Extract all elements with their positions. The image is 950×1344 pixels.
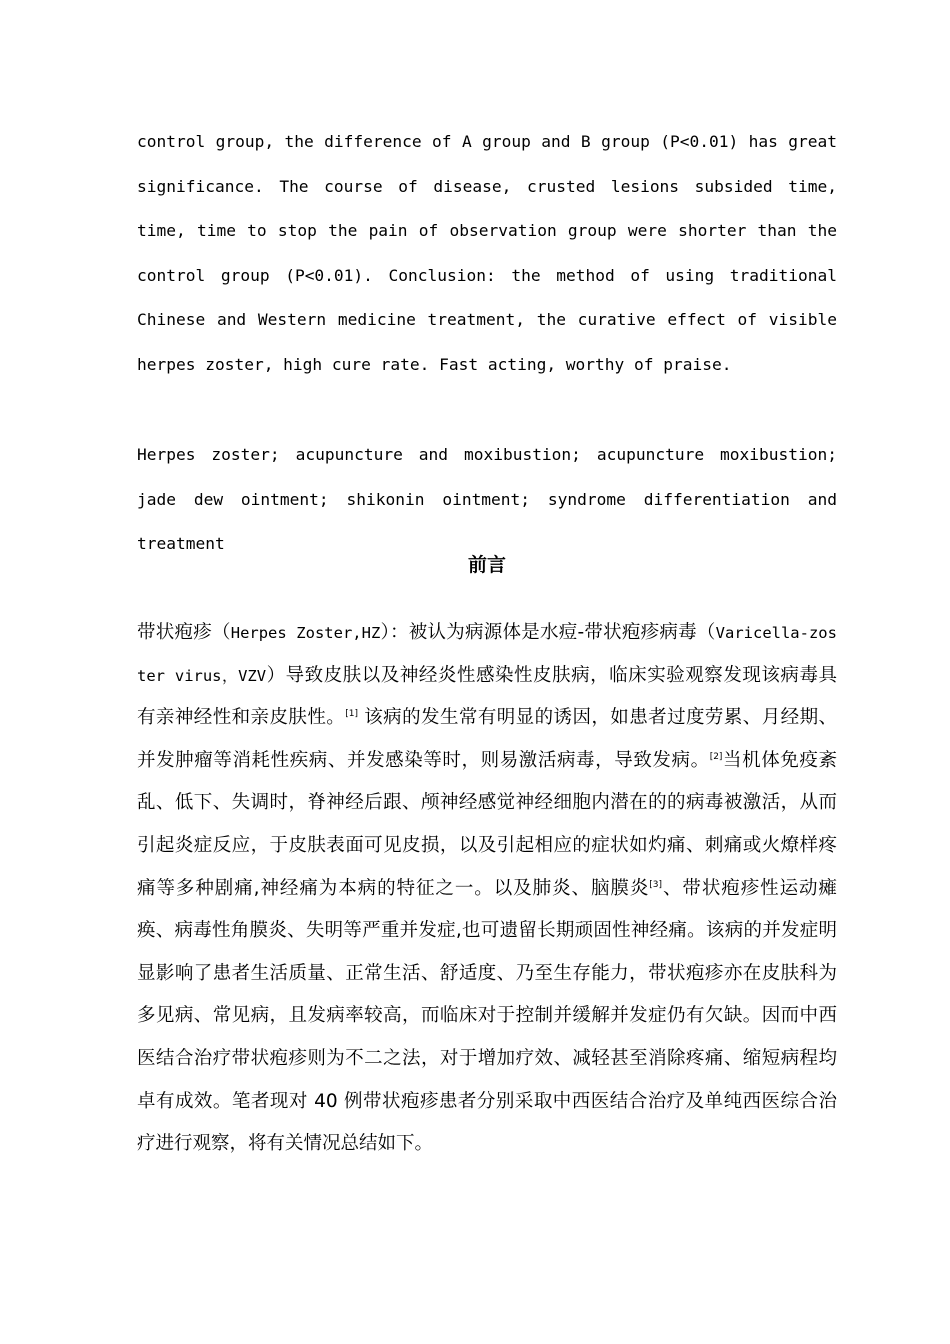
introduction-paragraph [137, 612, 837, 1166]
citation-ref-1: [1] [345, 709, 358, 720]
intro-text-3: ）导致皮肤以及神经炎性感染性皮肤病，临床实验观察发现该病毒具有亲神经性和亲皮肤性。 [137, 664, 837, 729]
citation-ref-3: [3] [649, 879, 663, 890]
citation-ref-2: [2] [709, 751, 723, 762]
intro-text-1: 带状疱疹（ [137, 622, 231, 643]
intro-text-4: 该病的发生常有明显的诱因，如患者过度劳累、月经期、并发肿瘤等消耗性疾病、并发感染等时，则易激活病毒，导致发病。 [137, 707, 837, 771]
english-keywords-paragraph: Herpes zoster; acupuncture and moxibustion; acupuncture moxibustion; jade dew ointment; shikonin ointment; syndrome differentiation and treatment [137, 445, 837, 554]
section-title-preface: 前言 [467, 554, 506, 576]
english-abstract-paragraph: control group, the difference of A group and B group (P<0.01) has great significance. The course of disease, crusted lesions subsided time, time, time to stop the pain of observation group were shorter than the control group (P<0.01). Conclusion: the method of using traditional Chinese and Western medicine treatment, the curative effect of visible herpes zoster, high cure rate. Fast acting, worthy of praise. [137, 132, 837, 374]
intro-latin-1: Herpes Zoster,HZ [230, 624, 381, 642]
intro-text-6: 、带状疱疹性运动瘫痪、病毒性角膜炎、失明等严重并发症,也可遗留长期顽固性神经痛。该病的并发症明显影响了患者生活质量、正常生活、舒适度、乃至生存能力，带状疱疹亦在皮肤科为多见病、常见病，且发病率较高，而临床对于控制并缓解并发症仍有欠缺。因而中西医结合治疗带状疱疹则为不二之法，对于增加疗效、减轻甚至消除疼痛、缩短病程均卓有成效。笔者现对 40 例带状疱疹患者分别采取中西医结合治疗及单纯西医综合治疗进行观察，将有关情况总结如下。 [137, 877, 837, 1155]
intro-text-5: 当机体免疫紊乱、低下、失调时，脊神经后跟、颅神经感觉神经细胞内潜在的的病毒被激活，从而引起炎症反应，于皮肤表面可见皮损，以及引起相应的症状如灼痛、刺痛或火燎样疼痛等多种剧痛,神经痛为本病的特征之一。以及肺炎、脑膜炎 [137, 749, 837, 899]
intro-latin-2: Varicella-zoster virus，VZV [137, 624, 837, 685]
intro-text-2: ）：被认为病源体是水痘-带状疱疹病毒（ [380, 622, 716, 643]
